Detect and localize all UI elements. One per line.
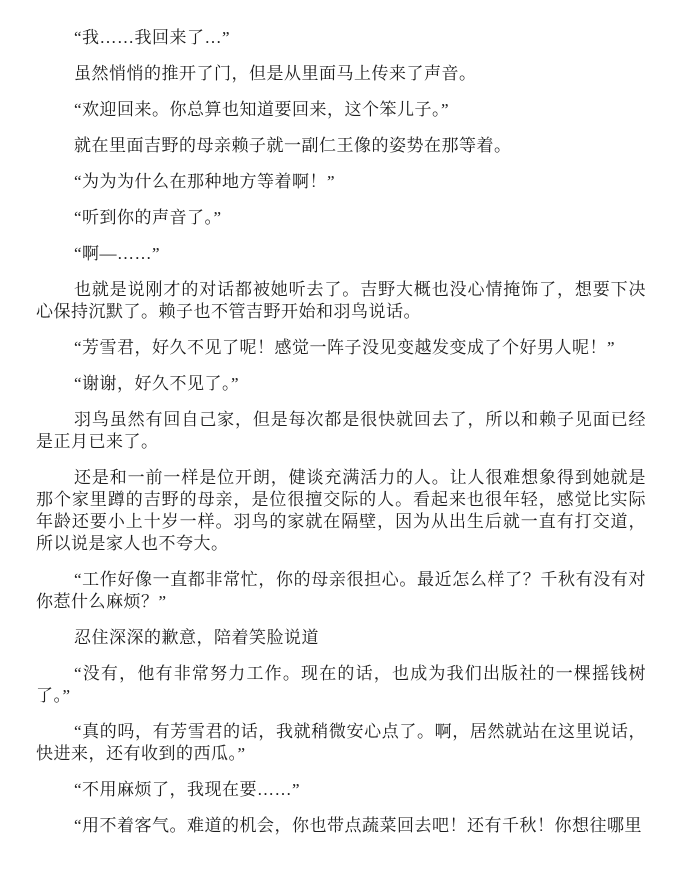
- paragraph: “用不着客气。难道的机会，你也带点蔬菜回去吧！还有千秋！你想往哪里: [74, 816, 643, 835]
- paragraph: “啊—……”: [74, 244, 161, 263]
- paragraph: 羽鸟虽然有回自己家，但是每次都是很快就回去了，所以和赖子见面已经是正月已来了。: [36, 410, 646, 451]
- paragraph: “欢迎回来。你总算也知道要回来，这个笨儿子。”: [74, 100, 450, 119]
- paragraph: “没有，他有非常努力工作。现在的话，也成为我们出版社的一棵摇钱树了。”: [36, 664, 646, 705]
- paragraph: “芳雪君，好久不见了呢！感觉一阵子没见变越发变成了个好男人呢！”: [74, 338, 616, 357]
- paragraph: 还是和一前一样是位开朗，健谈充满活力的人。让人很难想象得到她就是那个家里蹲的吉野的母亲，是位很擅交际的人。看起来也很年轻，感觉比实际年龄还要小上十岁一样。羽鸟的家就在隔壁，因为从出生后就一直有打交道，所以说是家人也不夸大。: [36, 468, 646, 553]
- paragraph: “为为为什么在那种地方等着啊！”: [74, 172, 336, 191]
- paragraph: 也就是说刚才的对话都被她听去了。吉野大概也没心情掩饰了，想要下决心保持沉默了。赖子也不管吉野开始和羽鸟说话。: [36, 280, 646, 321]
- paragraph: “我……我回来了…”: [74, 28, 231, 47]
- paragraph: “不用麻烦了，我现在要……”: [74, 780, 301, 799]
- paragraph: “听到你的声音了。”: [74, 208, 222, 227]
- paragraph: 忍住深深的歉意，陪着笑脸说道: [74, 628, 319, 647]
- paragraph: 就在里面吉野的母亲赖子就一副仁王像的姿势在那等着。: [74, 136, 512, 155]
- paragraph: “工作好像一直都非常忙，你的母亲很担心。最近怎么样了？千秋有没有对你惹什么麻烦？”: [36, 570, 646, 611]
- paragraph: “真的吗，有芳雪君的话，我就稍微安心点了。啊，居然就站在这里说话，快进来，还有收到的西瓜。”: [36, 722, 646, 763]
- paragraph: “谢谢，好久不见了。”: [74, 374, 240, 393]
- paragraph: 虽然悄悄的推开了门，但是从里面马上传来了声音。: [74, 64, 477, 83]
